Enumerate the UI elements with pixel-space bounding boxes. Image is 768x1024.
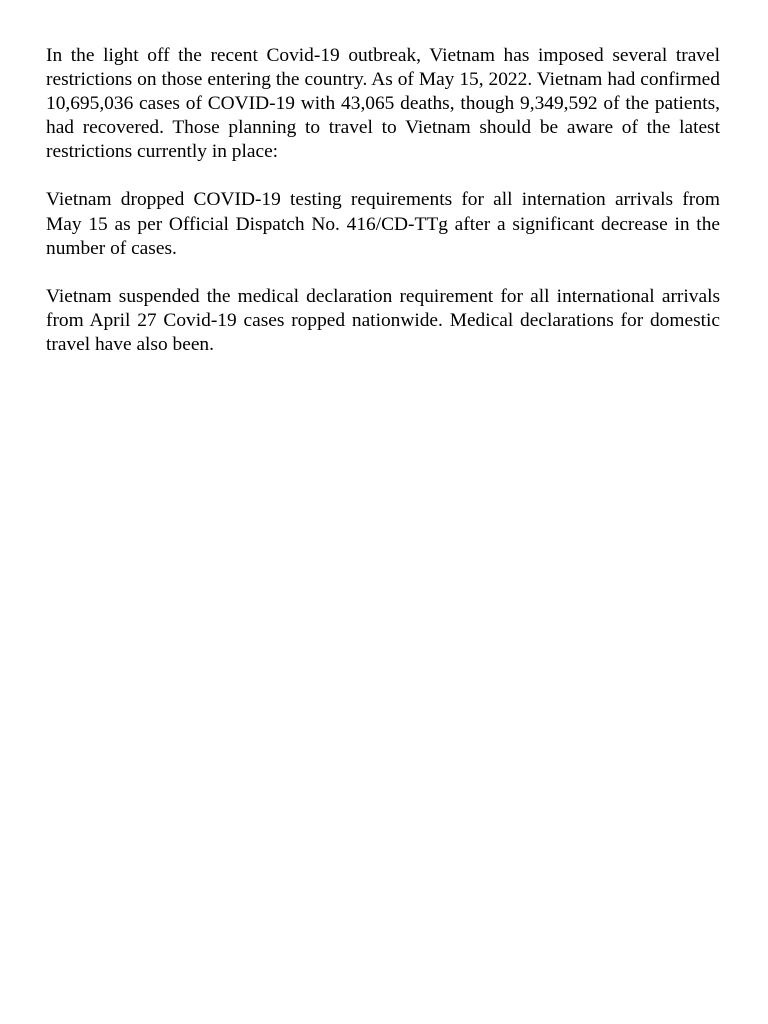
paragraph-medical-declaration: Vietnam suspended the medical declaration requirement for all international arrivals from April 27 Covid-19 cases ropped nationwide. Medical declarations for domestic travel have also been.: [46, 285, 720, 355]
paragraph-covid-restrictions-intro: In the light off the recent Covid-19 outbreak, Vietnam has imposed several travel restrictions on those entering the country. As of May 15, 2022. Vietnam had confirmed 10,695,036 cases of COVID-19 with 43,065 deaths, though 9,349,592 of the patients, had recovered. Those planning to travel to Vietnam should be aware of the latest restrictions currently in place:: [46, 45, 720, 163]
document-body: [46, 44, 720, 381]
paragraph-testing-requirements: Vietnam dropped COVID-19 testing requirements for all internation arrivals from May 15 as per Official Dispatch No. 416/CD-TTg after a significant decrease in the number of cases.: [46, 189, 720, 259]
